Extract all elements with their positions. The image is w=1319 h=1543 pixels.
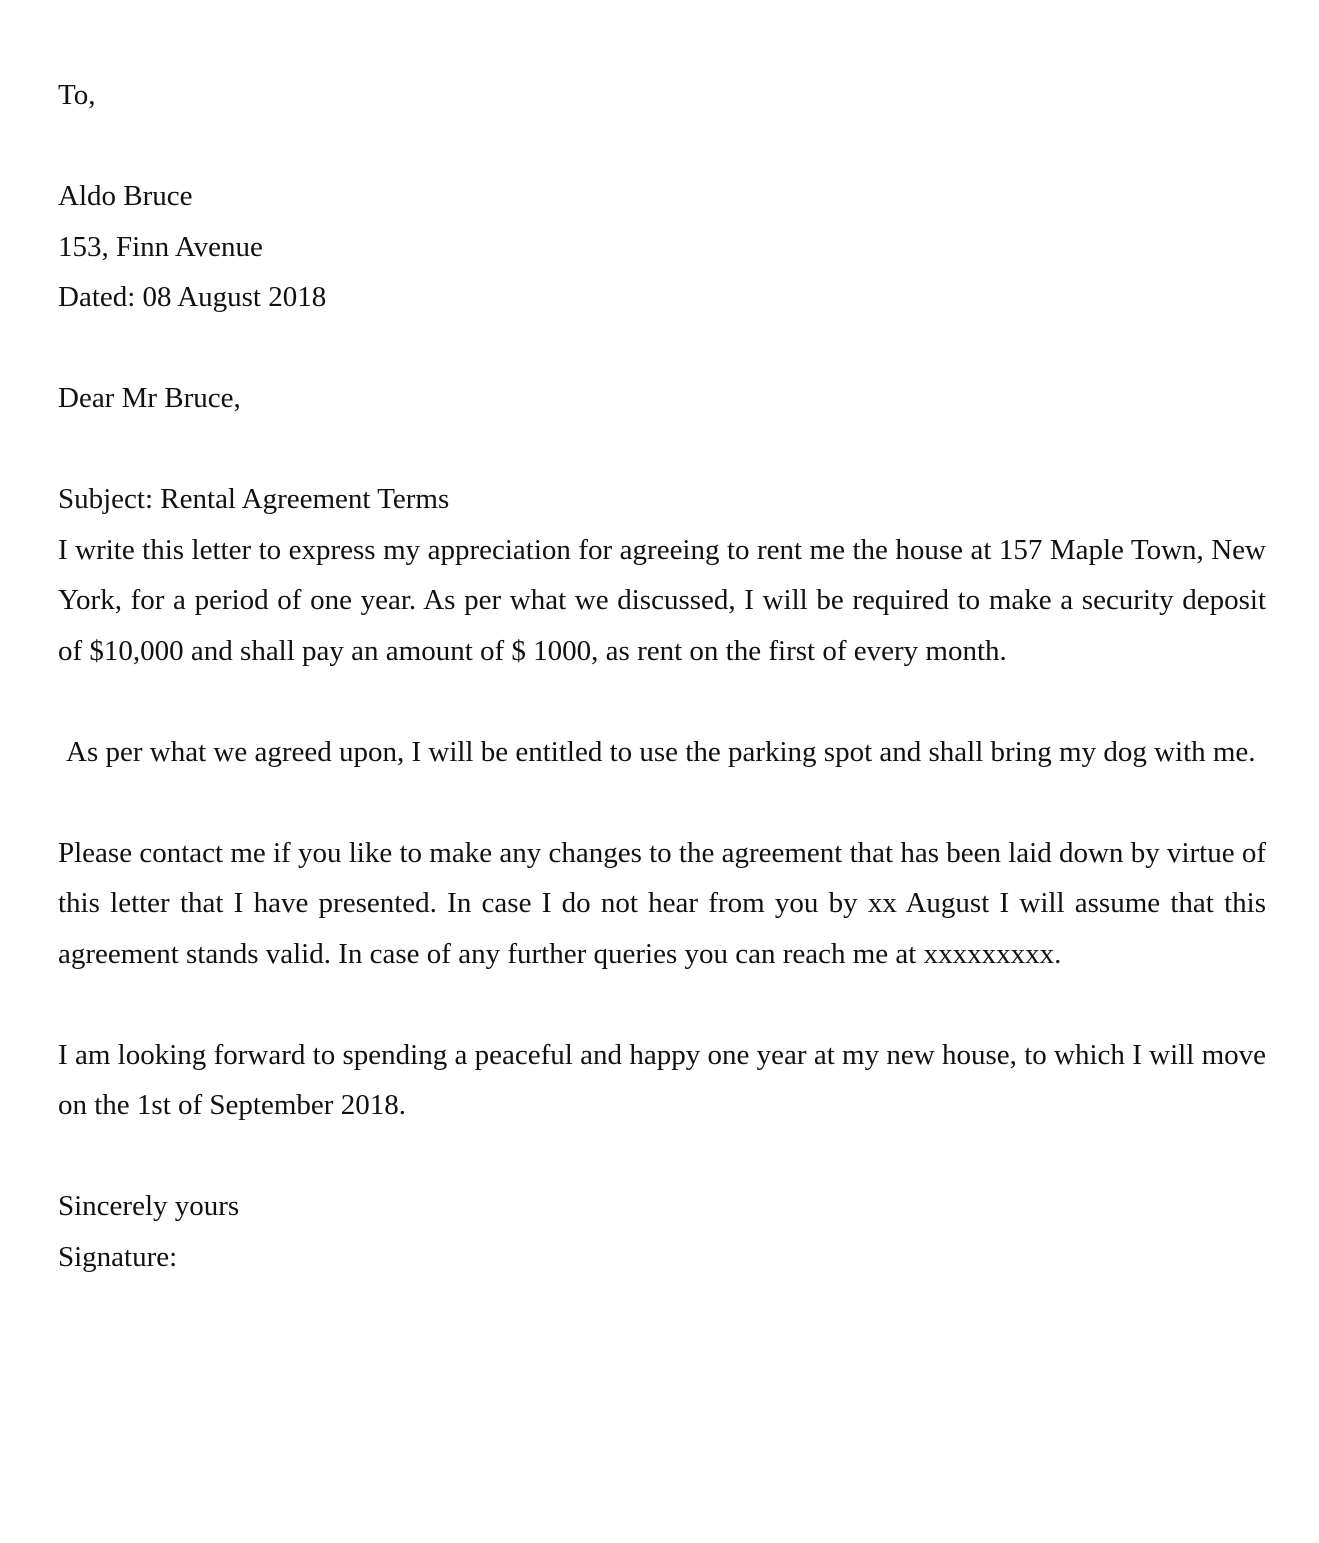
to-line: To, [58,79,96,111]
signature-label: Signature: [58,1240,178,1273]
spacer [58,424,1266,475]
recipient-address: 153, Finn Avenue [58,230,263,263]
recipient-name: Aldo Bruce [58,180,193,212]
subject-line: Subject: Rental Agreement Terms [58,483,450,515]
spacer [58,979,1266,1030]
greeting: Dear Mr Bruce, [58,382,241,414]
letter-date: Dated: 08 August 2018 [58,281,327,313]
spacer [58,676,1266,727]
paragraph-contact: Please contact me if you like to make any changes to the agreement that has been laid down by virtue of this letter that I have presented. In case I do not hear from you by xx August I will assume that this agreement stands valid. In case of any further queries you can reach me at xxxxxxxxx. [58,836,1266,970]
spacer [58,323,1266,374]
paragraph-closing-remarks: I am looking forward to spending a peaceful and happy one year at my new house, to which I will move on the 1st of September 2018. [58,1038,1266,1121]
spacer [58,777,1266,828]
spacer [58,1131,1266,1182]
paragraph-intro: I write this letter to express my appreciation for agreeing to rent me the house at 157 Maple Town, New York, for a period of one year. As per what we discussed, I will be required to make a security deposit of $10,000 and shall pay an amount of $ 1000, as rent on the first of every month. [58,533,1266,667]
paragraph-parking: As per what we agreed upon, I will be entitled to use the parking spot and shall bring my dog with me. [66,735,1256,768]
closing: Sincerely yours [58,1190,240,1222]
letter-body [58,70,1266,1282]
spacer [58,121,1266,172]
